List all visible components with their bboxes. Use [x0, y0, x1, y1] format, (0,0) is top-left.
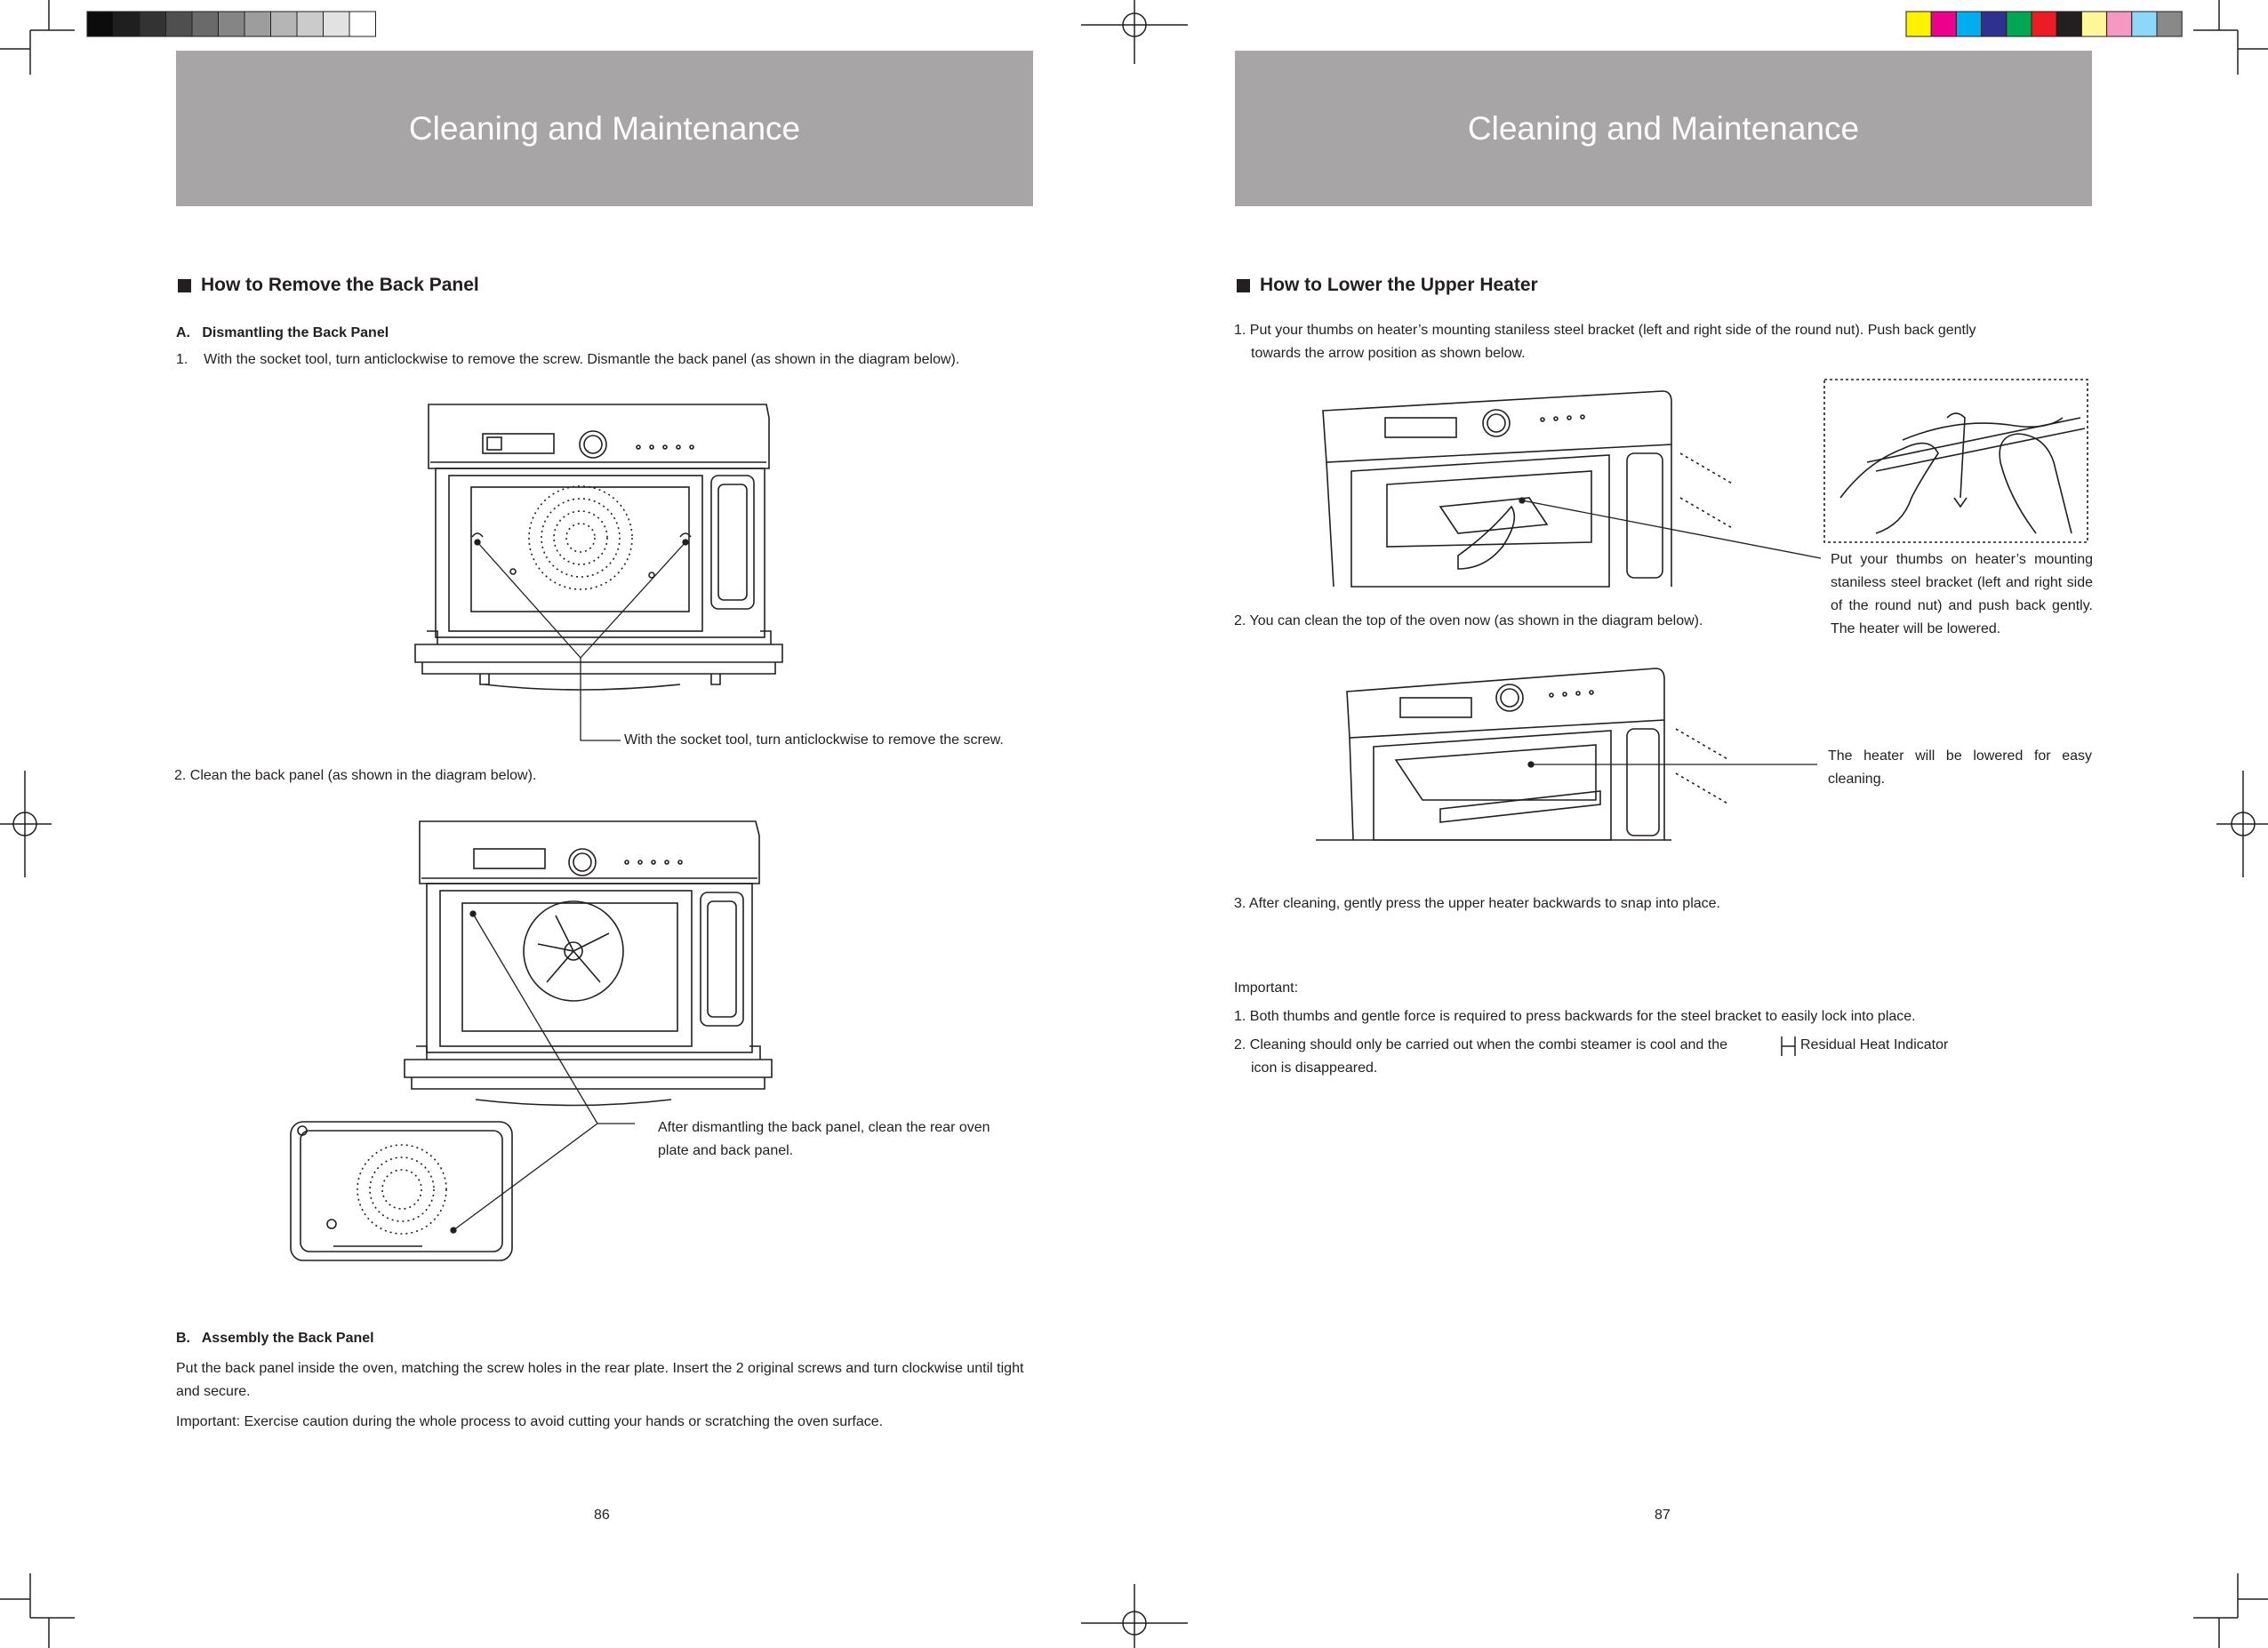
callout-lines-4: [1528, 762, 1817, 767]
callout-remove-screw: With the socket tool, turn anticlockwise to remove the screw.: [624, 732, 1004, 748]
process-color-swatch: [2132, 12, 2157, 36]
left-page-banner: [176, 51, 1033, 206]
callout-clean-plate: After dismantling the back panel, clean the rear oven plate and back panel.: [658, 1120, 990, 1158]
important-label: Important:: [1234, 980, 1299, 996]
left-section-title: How to Remove the Back Panel: [201, 275, 479, 295]
process-color-swatch: [1956, 12, 1981, 36]
process-color-swatch: [1931, 12, 1956, 36]
gray-swatch: [244, 12, 271, 36]
registration-mark-right: [2216, 771, 2268, 877]
step-2-clean-text: 2. Clean the back panel (as shown in the diagram below).: [174, 768, 537, 783]
gray-swatch: [192, 12, 219, 36]
page-number-left: 86: [594, 1508, 610, 1523]
right-banner-title: Cleaning and Maintenance: [1467, 109, 1860, 147]
heater-step-2-text: 2. You can clean the top of the oven now (as shown in the diagram below).: [1234, 613, 1703, 628]
gray-swatch: [140, 12, 166, 36]
callout-heater-lowered: The heater will be lowered for easy cleaning.: [1828, 748, 2092, 787]
square-bullet-icon: [1237, 279, 1250, 292]
process-color-swatch: [1906, 12, 1931, 36]
process-color-swatch: [2081, 12, 2106, 36]
grayscale-color-bar: [87, 12, 376, 36]
important-caution-paragraph: Important: Exercise caution during the whole process to avoid cutting your hands or scratching the oven surface.: [176, 1414, 884, 1429]
heater-step-1-line-1: 1. Put your thumbs on heater’s mounting staniless steel bracket (left and right side of the round nut). Push back gently: [1234, 323, 1976, 338]
gray-swatch: [114, 12, 140, 36]
process-color-swatch: [2007, 12, 2032, 36]
registration-mark-top: [1081, 0, 1188, 64]
callout-lines-2: [451, 911, 635, 1233]
oven-heater-illustration: [1323, 391, 1734, 587]
oven-lowered-heater-illustration: [1316, 668, 1729, 840]
subsection-b-heading: B. Assembly the Back Panel: [176, 1331, 374, 1346]
gray-swatch: [297, 12, 324, 36]
square-bullet-icon: [178, 279, 191, 292]
gray-swatch: [87, 12, 114, 36]
page-number-right: 87: [1655, 1508, 1671, 1523]
right-section-title: How to Lower the Upper Heater: [1260, 275, 1538, 295]
process-color-swatch: [2056, 12, 2081, 36]
gray-swatch: [219, 12, 245, 36]
gray-swatch: [324, 12, 350, 36]
heater-step-1-line-2: towards the arrow position as shown below.: [1251, 346, 1526, 361]
left-section-heading: [178, 275, 479, 296]
process-color-bar: [1906, 12, 2182, 36]
removed-back-panel: [291, 1122, 512, 1260]
left-banner-title: Cleaning and Maintenance: [408, 109, 801, 147]
oven-back-panel-illustration: [405, 821, 772, 1106]
process-color-swatch: [2032, 12, 2056, 36]
subsection-a-heading: A. Dismantling the Back Panel: [176, 325, 389, 340]
gray-swatch: [166, 12, 193, 36]
important-item-1: 1. Both thumbs and gentle force is required to press backwards for the steel bracket to easily lock into place.: [1234, 1009, 1916, 1024]
important-item-2-part-1: 2. Cleaning should only be carried out when the combi steamer is cool and the: [1234, 1037, 1727, 1052]
assembly-paragraph: Put the back panel inside the oven, matching the screw holes in the rear plate. Insert the 2 original screws and turn clockwise until tight and secure.: [176, 1361, 1024, 1399]
registration-mark-left: [0, 771, 52, 877]
callout-lines-3: [1519, 498, 1821, 558]
right-page-banner: [1235, 51, 2092, 206]
callout-lines-1: [475, 540, 688, 740]
residual-heat-indicator-icon: [1782, 1036, 1795, 1056]
gray-swatch: [271, 12, 298, 36]
registration-mark-bottom: [1081, 1584, 1188, 1648]
heater-step-3-text: 3. After cleaning, gently press the upper heater backwards to snap into place.: [1234, 896, 1720, 911]
oven-screws-illustration: [415, 404, 782, 690]
hands-detail-inset: [1824, 380, 2088, 542]
step-a1-text: 1. With the socket tool, turn anticlockwise to remove the screw. Dismantle the back panel (as shown in the diagram below).: [176, 352, 960, 367]
callout-thumbs-bracket: Put your thumbs on heater’s mounting staniless steel bracket (left and right side of the round nut) and push back gently. The heater will be lowered.: [1831, 552, 2093, 636]
important-item-2-line-2: icon is disappeared.: [1251, 1060, 1378, 1076]
process-color-swatch: [2107, 12, 2132, 36]
right-section-heading: [1237, 275, 1538, 296]
process-color-swatch: [1982, 12, 2007, 36]
process-color-swatch: [2157, 12, 2182, 36]
gray-swatch: [349, 12, 376, 36]
important-item-2-part-2: Residual Heat Indicator: [1800, 1037, 1949, 1052]
